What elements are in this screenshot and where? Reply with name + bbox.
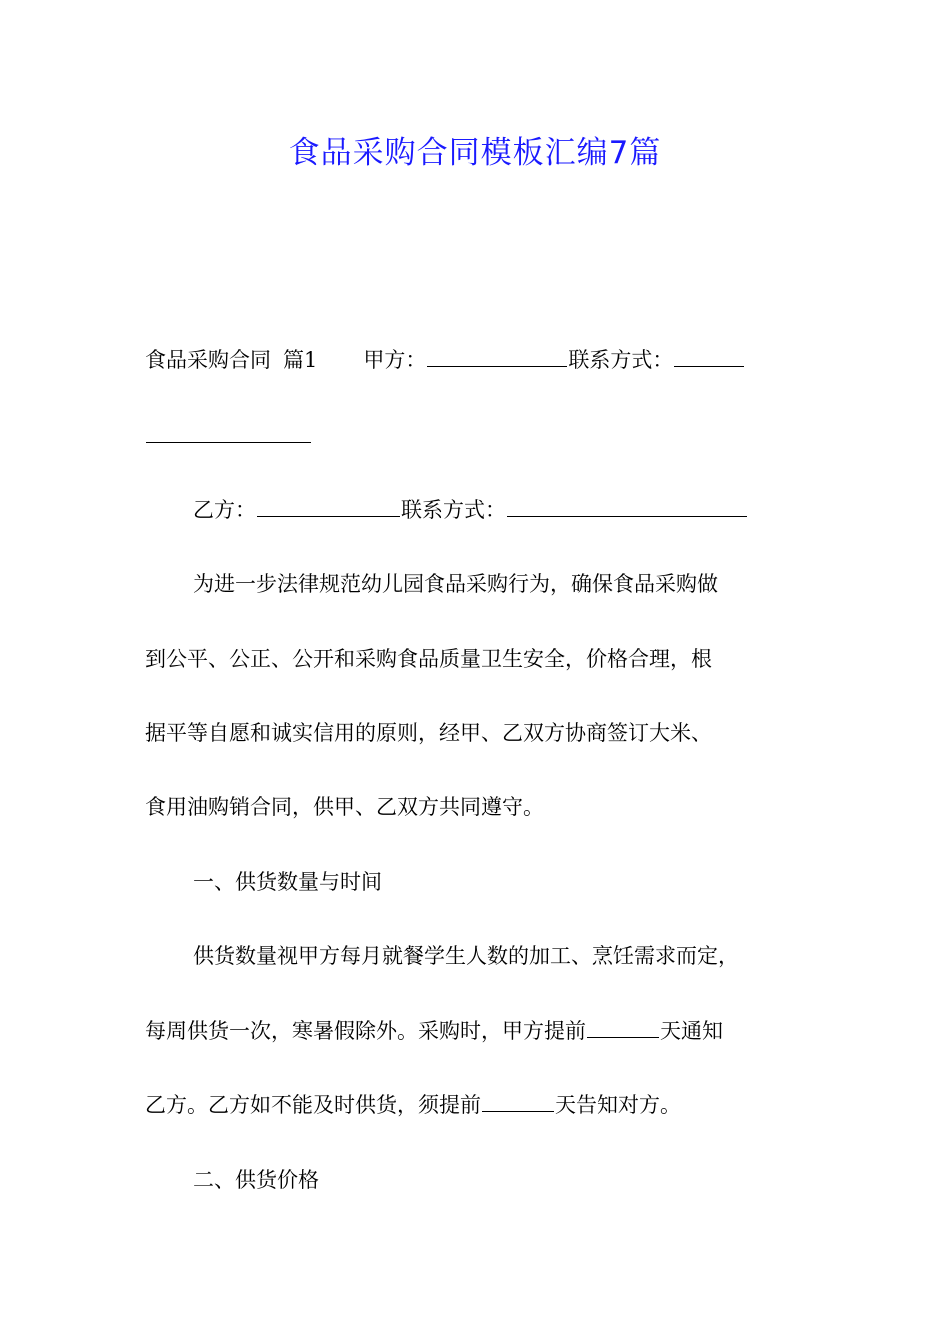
contact-blank-1a[interactable] [674,348,744,367]
notice-days-blank[interactable] [587,1019,659,1038]
contact-label-2: 联系方式： [401,498,506,522]
section-1-line-3-after: 天告知对方。 [555,1093,681,1117]
party-b-line [193,494,863,526]
contact-label-1: 联系方式： [568,348,674,372]
document-title: 食品采购合同模板汇编7篇 [288,135,662,171]
section-1-line-3-before: 乙方。乙方如不能及时供货，须提前 [145,1093,481,1117]
contact-blank-2[interactable] [507,498,747,517]
section-1-line-2-after: 天通知 [660,1019,723,1043]
party-a-label: 甲方： [363,348,427,372]
intro-line-1: 为进一步法律规范幼儿园食品采购行为，确保食品采购做 [193,572,718,596]
header-line [145,344,815,376]
party-b-blank[interactable] [257,498,400,517]
intro-line-4: 食用油购销合同，供甲、乙双方共同遵守。 [145,795,544,819]
intro-line-3: 据平等自愿和诚实信用的原则，经甲、乙双方协商签订大米、 [145,721,712,745]
party-b-label: 乙方： [193,498,256,522]
party-a-blank[interactable] [427,348,567,367]
header-line-continued [145,420,815,452]
contact-blank-1b[interactable] [146,424,311,443]
inform-days-blank[interactable] [482,1093,554,1112]
section-2-heading: 二、供货价格 [193,1168,319,1192]
section-1-heading: 一、供货数量与时间 [193,870,382,894]
section-1-line-1: 供货数量视甲方每月就餐学生人数的加工、烹饪需求而定， [193,944,739,968]
section-1-line-3 [145,1089,815,1121]
section-1-line-2 [145,1015,815,1047]
section-number: 篇1 [283,348,318,372]
doc-name: 食品采购合同 [145,348,271,372]
intro-line-2: 到公平、公正、公开和采购食品质量卫生安全，价格合理，根 [145,647,712,671]
section-1-line-2-before: 每周供货一次，寒暑假除外。采购时，甲方提前 [145,1019,586,1043]
